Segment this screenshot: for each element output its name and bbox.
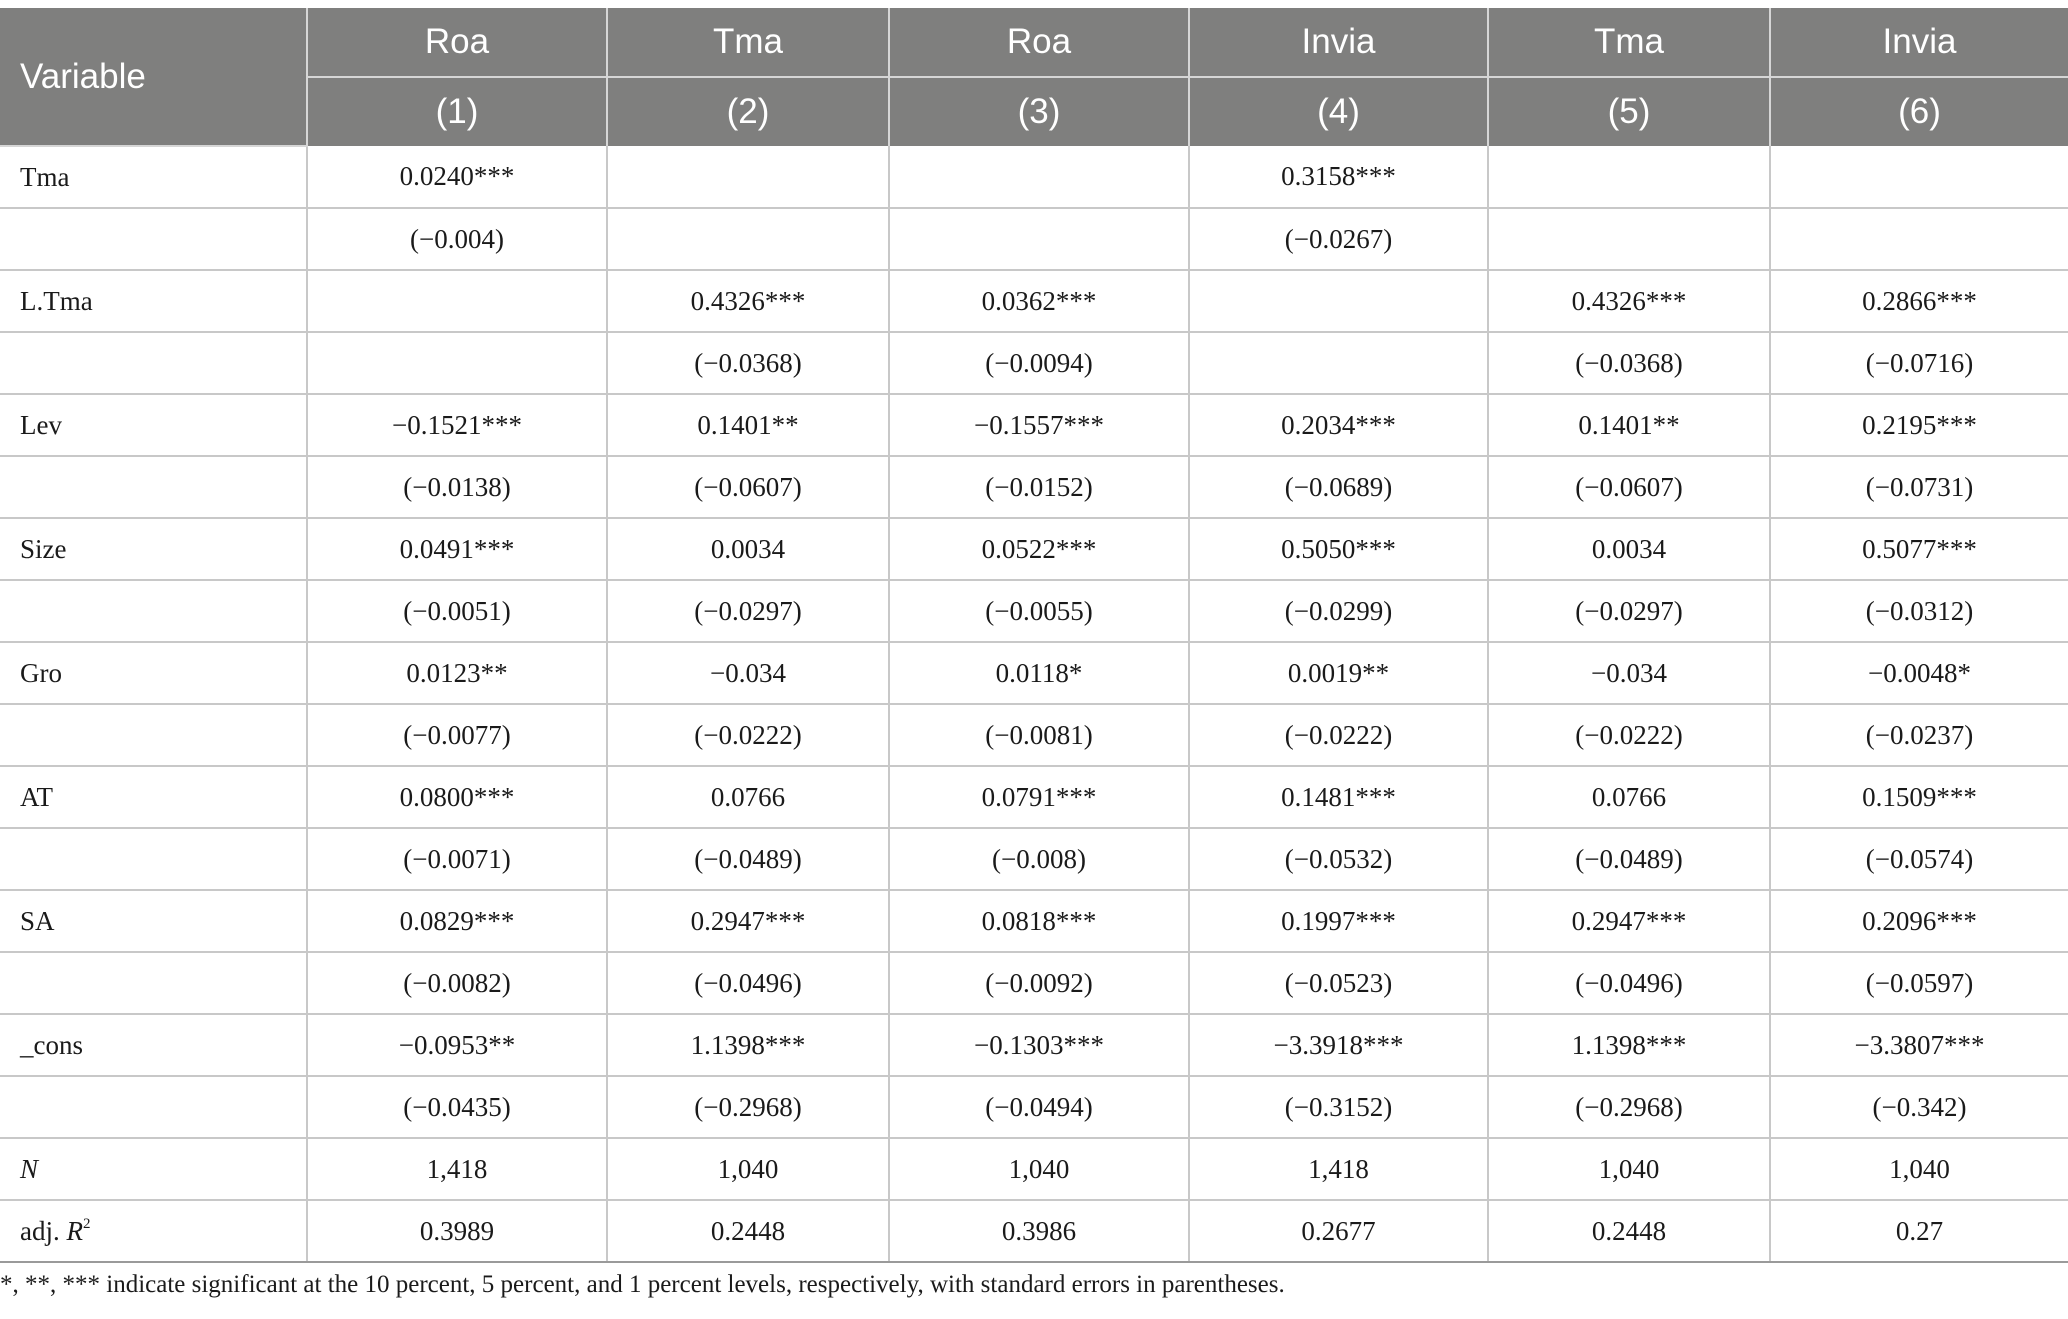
table-cell	[1488, 208, 1770, 270]
table-cell: 1.1398***	[607, 1014, 889, 1076]
table-cell: 0.1509***	[1770, 766, 2068, 828]
table-cell: (−0.0312)	[1770, 580, 2068, 642]
table-cell: (−0.2968)	[1488, 1076, 1770, 1138]
table-cell: (−0.0489)	[1488, 828, 1770, 890]
table-cell: (−0.0297)	[1488, 580, 1770, 642]
table-row	[0, 704, 2068, 766]
table-row	[0, 1076, 2068, 1138]
table-cell: −3.3807***	[1770, 1014, 2068, 1076]
table-cell: (−0.0299)	[1189, 580, 1488, 642]
table-cell: 0.2195***	[1770, 394, 2068, 456]
table-row	[0, 146, 2068, 208]
table-cell: (−0.0051)	[307, 580, 607, 642]
column-header-model-number: (2)	[607, 77, 889, 146]
table-cell: 0.2866***	[1770, 270, 2068, 332]
table-cell: −0.034	[607, 642, 889, 704]
table-cell: 1.1398***	[1488, 1014, 1770, 1076]
table-cell: (−0.0607)	[1488, 456, 1770, 518]
table-cell: 1,418	[1189, 1138, 1488, 1200]
table-cell	[1189, 270, 1488, 332]
table-cell: (−0.008)	[889, 828, 1189, 890]
table-cell: 1,418	[307, 1138, 607, 1200]
table-cell: 1,040	[1488, 1138, 1770, 1200]
table-cell: (−0.0092)	[889, 952, 1189, 1014]
table-cell	[1488, 146, 1770, 208]
table-cell: −0.1303***	[889, 1014, 1189, 1076]
table-row	[0, 1200, 2068, 1262]
table-cell: (−0.0689)	[1189, 456, 1488, 518]
table-cell: 0.0791***	[889, 766, 1189, 828]
table-cell: (−0.0055)	[889, 580, 1189, 642]
column-header-dependent: Invia	[1770, 8, 2068, 77]
table-row	[0, 332, 2068, 394]
column-header-model-number: (1)	[307, 77, 607, 146]
table-cell: (−0.0222)	[1488, 704, 1770, 766]
table-cell: (−0.0496)	[1488, 952, 1770, 1014]
table-row	[0, 518, 2068, 580]
table-cell: 1,040	[607, 1138, 889, 1200]
table-cell: 0.2096***	[1770, 890, 2068, 952]
table-cell: (−0.0496)	[607, 952, 889, 1014]
table-cell: (−0.0222)	[607, 704, 889, 766]
table-cell: (−0.0494)	[889, 1076, 1189, 1138]
table-cell	[607, 208, 889, 270]
table-cell: 0.2448	[607, 1200, 889, 1262]
table-row	[0, 1138, 2068, 1200]
table-cell: 0.0491***	[307, 518, 607, 580]
table-cell: 0.0034	[607, 518, 889, 580]
table-row	[0, 1014, 2068, 1076]
table-row	[0, 456, 2068, 518]
table-cell	[889, 146, 1189, 208]
table-cell: 0.0118*	[889, 642, 1189, 704]
table-cell: 0.0034	[1488, 518, 1770, 580]
row-label: L.Tma	[0, 270, 307, 332]
table-cell: (−0.0532)	[1189, 828, 1488, 890]
column-header-model-number: (4)	[1189, 77, 1488, 146]
table-cell: 1,040	[1770, 1138, 2068, 1200]
table-cell: (−0.0081)	[889, 704, 1189, 766]
table-cell: 0.0123**	[307, 642, 607, 704]
table-cell: (−0.342)	[1770, 1076, 2068, 1138]
table-cell: 0.2034***	[1189, 394, 1488, 456]
row-label	[0, 704, 307, 766]
row-label	[0, 952, 307, 1014]
row-label	[0, 456, 307, 518]
column-header-model-number: (3)	[889, 77, 1189, 146]
table-cell	[1770, 146, 2068, 208]
table-body	[0, 146, 2068, 1262]
column-header-dependent: Invia	[1189, 8, 1488, 77]
regression-results-table	[0, 8, 2068, 1263]
table-cell: (−0.0237)	[1770, 704, 2068, 766]
table-cell	[1189, 332, 1488, 394]
table-row	[0, 394, 2068, 456]
table-cell	[307, 270, 607, 332]
table-cell: −0.0953**	[307, 1014, 607, 1076]
row-label	[0, 332, 307, 394]
table-cell	[1770, 208, 2068, 270]
table-cell: 0.4326***	[1488, 270, 1770, 332]
table-row	[0, 952, 2068, 1014]
table-cell: 0.1401**	[607, 394, 889, 456]
table-cell: 0.0829***	[307, 890, 607, 952]
table-cell	[307, 332, 607, 394]
table-cell: (−0.0094)	[889, 332, 1189, 394]
table-row	[0, 580, 2068, 642]
row-label: Gro	[0, 642, 307, 704]
table-row	[0, 890, 2068, 952]
table-cell: 0.0362***	[889, 270, 1189, 332]
row-label: Tma	[0, 146, 307, 208]
regression-table-container	[0, 8, 2068, 1263]
table-cell: 0.2947***	[607, 890, 889, 952]
table-cell: −0.0048*	[1770, 642, 2068, 704]
table-row	[0, 766, 2068, 828]
table-cell: 0.0766	[1488, 766, 1770, 828]
table-cell: 0.0240***	[307, 146, 607, 208]
table-cell	[889, 208, 1189, 270]
table-cell: 0.3986	[889, 1200, 1189, 1262]
table-cell: 0.2947***	[1488, 890, 1770, 952]
table-cell: (−0.0597)	[1770, 952, 2068, 1014]
table-cell: 0.2677	[1189, 1200, 1488, 1262]
table-cell: 0.1401**	[1488, 394, 1770, 456]
row-label	[0, 1076, 307, 1138]
table-cell: (−0.0071)	[307, 828, 607, 890]
row-label: N	[0, 1138, 307, 1200]
table-cell: 0.0818***	[889, 890, 1189, 952]
table-cell: −3.3918***	[1189, 1014, 1488, 1076]
table-cell: (−0.0368)	[1488, 332, 1770, 394]
table-cell: −0.1557***	[889, 394, 1189, 456]
table-cell: (−0.004)	[307, 208, 607, 270]
table-header	[0, 8, 2068, 146]
column-header-model-number: (5)	[1488, 77, 1770, 146]
table-cell: 0.0800***	[307, 766, 607, 828]
table-cell: −0.034	[1488, 642, 1770, 704]
table-cell: −0.1521***	[307, 394, 607, 456]
row-label: Lev	[0, 394, 307, 456]
table-cell: 1,040	[889, 1138, 1189, 1200]
table-cell: (−0.0489)	[607, 828, 889, 890]
table-row	[0, 208, 2068, 270]
table-cell: (−0.3152)	[1189, 1076, 1488, 1138]
column-header-dependent: Roa	[889, 8, 1189, 77]
table-cell: (−0.0138)	[307, 456, 607, 518]
row-label: AT	[0, 766, 307, 828]
table-cell: 0.5050***	[1189, 518, 1488, 580]
table-cell: 0.1997***	[1189, 890, 1488, 952]
table-cell: 0.1481***	[1189, 766, 1488, 828]
table-cell: 0.4326***	[607, 270, 889, 332]
table-cell: (−0.0435)	[307, 1076, 607, 1138]
table-row	[0, 828, 2068, 890]
row-label: Size	[0, 518, 307, 580]
column-header-dependent: Roa	[307, 8, 607, 77]
table-cell: (−0.0267)	[1189, 208, 1488, 270]
column-header-dependent: Tma	[607, 8, 889, 77]
table-cell: (−0.0368)	[607, 332, 889, 394]
table-cell: (−0.0222)	[1189, 704, 1488, 766]
row-label: SA	[0, 890, 307, 952]
table-cell: 0.0766	[607, 766, 889, 828]
table-cell: (−0.0731)	[1770, 456, 2068, 518]
table-cell: 0.0522***	[889, 518, 1189, 580]
table-cell: (−0.0152)	[889, 456, 1189, 518]
dependent-variable-row	[0, 8, 2068, 77]
column-header-dependent: Tma	[1488, 8, 1770, 77]
table-cell: 0.27	[1770, 1200, 2068, 1262]
table-cell: (−0.0574)	[1770, 828, 2068, 890]
table-cell: (−0.0523)	[1189, 952, 1488, 1014]
table-cell: 0.3158***	[1189, 146, 1488, 208]
row-label	[0, 580, 307, 642]
column-header-model-number: (6)	[1770, 77, 2068, 146]
table-row	[0, 642, 2068, 704]
table-cell: (−0.0077)	[307, 704, 607, 766]
row-label: _cons	[0, 1014, 307, 1076]
variable-column-header: Variable	[0, 8, 307, 146]
table-cell: 0.5077***	[1770, 518, 2068, 580]
table-cell: (−0.0716)	[1770, 332, 2068, 394]
table-row	[0, 270, 2068, 332]
table-cell: 0.0019**	[1189, 642, 1488, 704]
row-label	[0, 208, 307, 270]
model-number-row	[0, 77, 2068, 146]
table-cell: (−0.0607)	[607, 456, 889, 518]
table-cell: 0.3989	[307, 1200, 607, 1262]
table-footnote: *, **, *** indicate significant at the 10 percent, 5 percent, and 1 percent levels, respectively, with standard errors in parentheses.	[0, 1271, 1285, 1298]
table-cell	[607, 146, 889, 208]
row-label	[0, 828, 307, 890]
table-cell: 0.2448	[1488, 1200, 1770, 1262]
table-cell: (−0.0082)	[307, 952, 607, 1014]
row-label: adj. $R^2$	[0, 1200, 307, 1262]
table-cell: (−0.0297)	[607, 580, 889, 642]
table-cell: (−0.2968)	[607, 1076, 889, 1138]
